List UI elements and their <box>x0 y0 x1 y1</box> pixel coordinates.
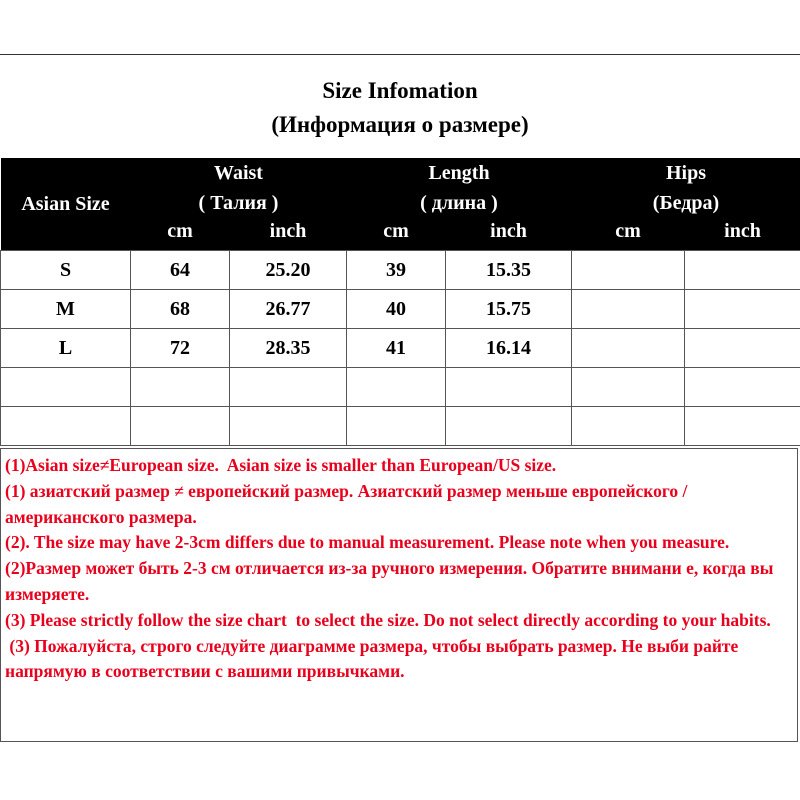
table-cell <box>685 407 800 446</box>
size-label-cell: S <box>1 251 131 290</box>
table-row <box>1 368 800 407</box>
table-cell <box>572 290 685 329</box>
unit-header: inch <box>446 218 572 251</box>
table-cell <box>685 251 800 290</box>
note-text: (2). The size may have 2-3cm differs due to manual measurement. Please note when you measure. <box>5 532 730 553</box>
table-cell <box>685 329 800 368</box>
size-label-cell <box>1 407 131 446</box>
hips-sublabel: (Бедра) <box>652 192 720 214</box>
note-text: (3) Пожалуйста, строго следуйте диаграмме размера, чтобы выбрать размер. Не выби райте напрямую в соответствии с вашими привычками. <box>5 635 743 682</box>
table-cell: 15.75 <box>446 290 572 329</box>
waist-header <box>131 158 347 218</box>
unit-header: cm <box>347 218 446 251</box>
size-label-cell: M <box>1 290 131 329</box>
table-cell: 15.35 <box>446 251 572 290</box>
size-notes <box>0 448 798 742</box>
table-row <box>1 329 800 368</box>
hips-label: Hips <box>665 162 707 184</box>
table-cell <box>685 290 800 329</box>
unit-header: cm <box>131 218 230 251</box>
table-cell <box>685 368 800 407</box>
table-cell: 68 <box>131 290 230 329</box>
size-table <box>0 158 800 446</box>
table-cell <box>230 368 347 407</box>
top-divider <box>0 54 800 55</box>
table-cell <box>446 407 572 446</box>
table-cell: 25.20 <box>230 251 347 290</box>
table-cell <box>131 368 230 407</box>
unit-header: inch <box>685 218 800 251</box>
table-cell: 39 <box>347 251 446 290</box>
table-cell <box>131 407 230 446</box>
unit-header: inch <box>230 218 347 251</box>
length-label: Length <box>428 162 490 184</box>
note-text: (2)Размер может быть 2-3 см отличается из-за ручного измерения. Обратите внимани е, когда вы измеряете. <box>5 558 778 604</box>
unit-header: cm <box>572 218 685 251</box>
note-text: (3) Please strictly follow the size chart to select the size. Do not select directly according to your habits. <box>5 609 771 630</box>
table-row <box>1 290 800 329</box>
table-row <box>1 251 800 290</box>
table-cell <box>572 368 685 407</box>
length-header <box>347 158 572 218</box>
note-text: (1) азиатский размер ≠ европейский размер. Азиатский размер меньше европейского / американского размера. <box>5 480 692 527</box>
waist-sublabel: ( Талия ) <box>198 192 279 214</box>
table-row <box>1 407 800 446</box>
page-title: Size Infomation <box>322 78 478 103</box>
table-cell: 26.77 <box>230 290 347 329</box>
table-cell: 64 <box>131 251 230 290</box>
table-cell: 40 <box>347 290 446 329</box>
table-cell <box>347 407 446 446</box>
table-cell: 41 <box>347 329 446 368</box>
table-cell: 16.14 <box>446 329 572 368</box>
table-cell: 28.35 <box>230 329 347 368</box>
length-sublabel: ( длина ) <box>420 192 498 214</box>
asian-size-header: Asian Size <box>1 158 131 251</box>
table-cell <box>230 407 347 446</box>
size-label-cell <box>1 368 131 407</box>
hips-header <box>572 158 800 218</box>
table-cell <box>446 368 572 407</box>
table-cell <box>347 368 446 407</box>
table-cell <box>572 329 685 368</box>
waist-label: Waist <box>214 162 263 184</box>
size-label-cell: L <box>1 329 131 368</box>
note-text: (1)Asian size≠European size. Asian size is smaller than European/US size. <box>5 455 557 475</box>
table-cell <box>572 251 685 290</box>
table-cell: 72 <box>131 329 230 368</box>
table-header-row <box>1 158 800 218</box>
page-subtitle: (Информация о размере) <box>271 112 529 137</box>
table-cell <box>572 407 685 446</box>
